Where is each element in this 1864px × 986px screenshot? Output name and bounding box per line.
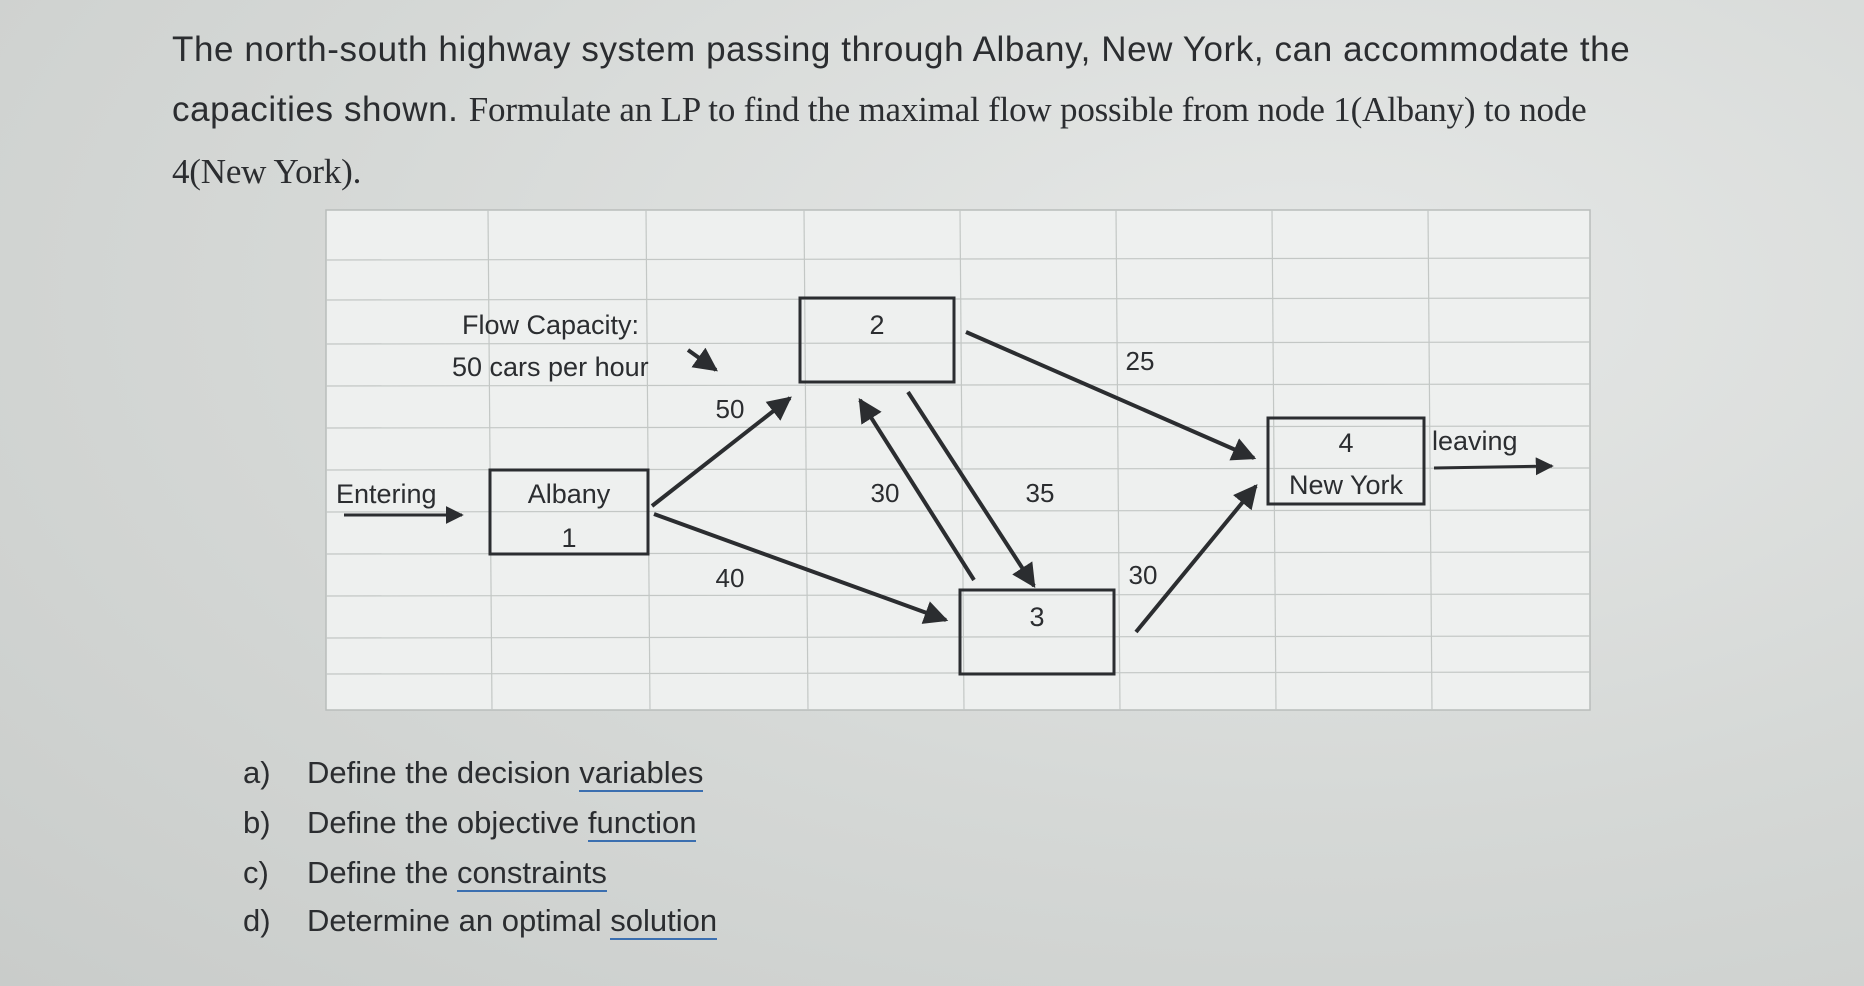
question-d	[243, 903, 717, 939]
node-2-number: 2	[869, 310, 885, 340]
question-text: Define the objective	[307, 805, 588, 840]
question-link-constraints[interactable]: constraints	[456, 855, 607, 890]
question-letter: a)	[243, 755, 271, 790]
question-letter: d)	[243, 903, 271, 938]
question-b	[243, 805, 696, 841]
question-letter: b)	[243, 805, 271, 840]
node-new-york-number: 4	[1338, 428, 1354, 458]
question-c	[243, 855, 607, 891]
capacity-3-2: 30	[870, 478, 900, 508]
node-3-number: 3	[1029, 602, 1045, 632]
node-albany-name: Albany	[527, 479, 611, 509]
spreadsheet-grid	[326, 210, 1590, 710]
capacity-1-2: 50	[715, 394, 745, 424]
capacity-2-3: 35	[1025, 478, 1055, 508]
entering-label: Entering	[336, 479, 437, 509]
question-text: Define the	[307, 855, 457, 890]
capacity-1-3: 40	[715, 563, 745, 593]
question-text: Define the decision	[307, 755, 580, 790]
problem-line-3: 4(New York).	[172, 152, 362, 191]
question-a	[243, 755, 703, 791]
question-link-function[interactable]: function	[587, 805, 697, 840]
node-albany-number: 1	[561, 523, 577, 553]
capacity-2-4: 25	[1125, 346, 1155, 376]
question-letter: c)	[243, 855, 269, 890]
question-link-variables[interactable]: variables	[579, 755, 704, 790]
problem-line-2-part-1: capacities shown.	[172, 90, 469, 129]
flow-capacity-label: Flow Capacity:	[462, 310, 640, 340]
leaving-arrow	[1434, 466, 1552, 468]
leaving-label: leaving	[1432, 426, 1518, 456]
problem-line-1: The north-south highway system passing through Albany, New York, can accommodate the	[172, 30, 1631, 69]
problem-line-2-part-2: Formulate an LP to find the maximal flow possible from node 1(Albany) to node	[468, 90, 1587, 129]
question-text: Determine an optimal	[307, 903, 611, 938]
flow-capacity-value: 50 cars per hour	[452, 352, 649, 382]
question-link-solution[interactable]: solution	[610, 903, 718, 938]
capacity-3-4: 30	[1128, 560, 1158, 590]
node-new-york-name: New York	[1288, 470, 1404, 500]
